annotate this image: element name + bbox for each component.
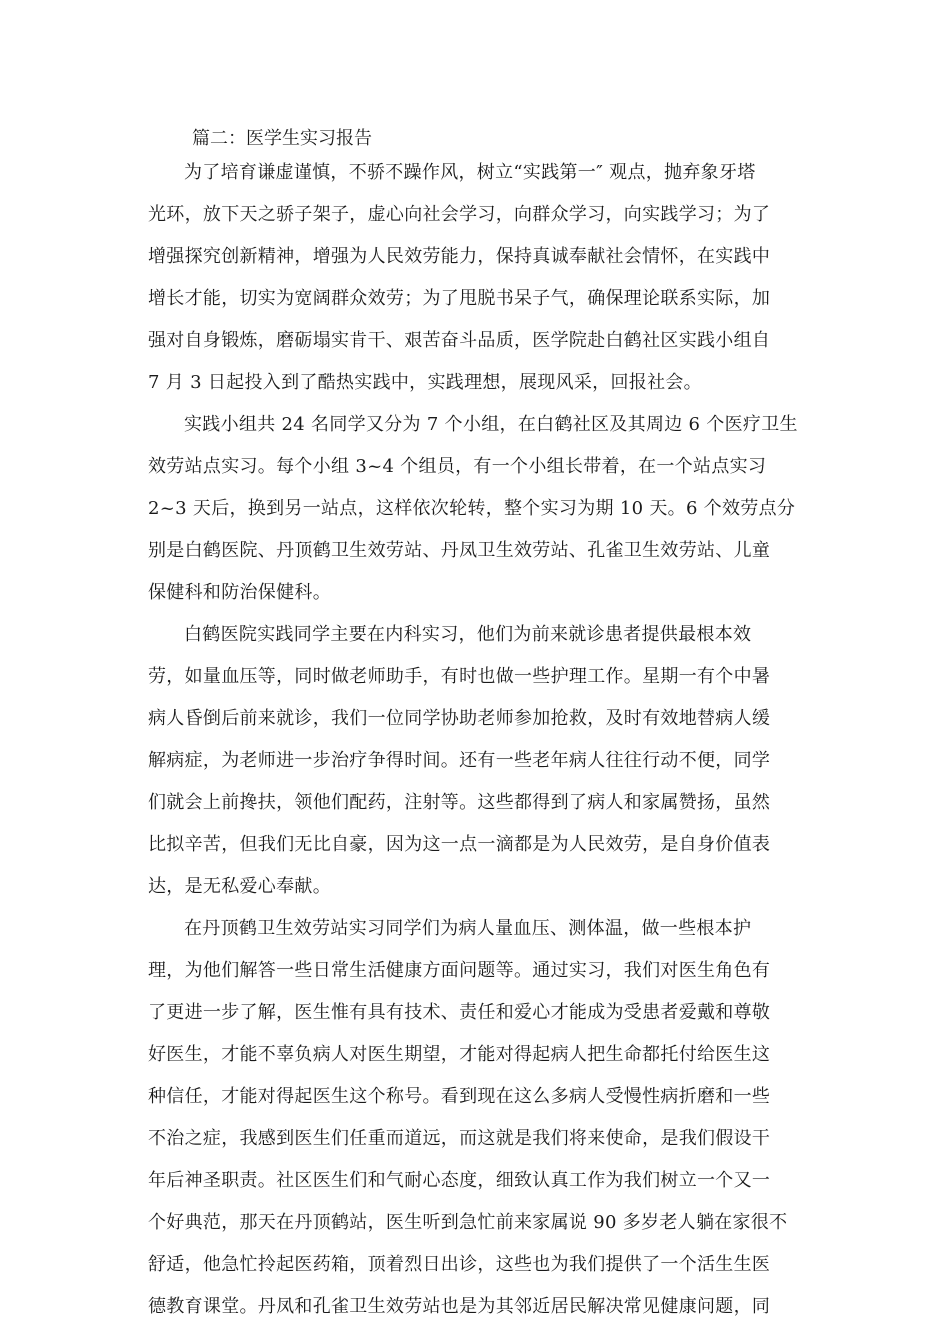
paragraph-line: 在丹顶鹤卫生效劳站实习同学们为病人量血压、测体温，做一些根本护 <box>184 918 752 939</box>
paragraph-line: 增强探究创新精神，增强为人民效劳能力，保持真诚奉献社会情怀，在实践中 <box>148 246 771 267</box>
paragraph-line: 不治之症，我感到医生们任重而道远，而这就是我们将来使命，是我们假设干 <box>148 1128 771 1149</box>
paragraph-line: 白鹤医院实践同学主要在内科实习，他们为前来就诊患者提供最根本效 <box>184 624 752 645</box>
paragraph-line: 效劳站点实习。每个小组 3~4 个组员，有一个小组长带着，在一个站点实习 <box>148 456 767 477</box>
paragraph-line: 7 月 3 日起投入到了酷热实践中，实践理想，展现风采，回报社会。 <box>148 372 702 393</box>
paragraph-line: 比拟辛苦，但我们无比自豪，因为这一点一滴都是为人民效劳，是自身价值表 <box>148 834 771 855</box>
paragraph-line: 达，是无私爱心奉献。 <box>148 876 331 897</box>
paragraph-line: 为了培育谦虚谨慎，不骄不躁作风，树立“实践第一″ 观点，抛弃象牙塔 <box>184 162 756 183</box>
paragraph-line: 病人昏倒后前来就诊，我们一位同学协助老师参加抢救，及时有效地替病人缓 <box>148 708 771 729</box>
paragraph-line: 强对自身锻炼，磨砺塌实肯干、艰苦奋斗品质，医学院赴白鹤社区实践小组自 <box>148 330 771 351</box>
paragraph-line: 别是白鹤医院、丹顶鹤卫生效劳站、丹凤卫生效劳站、孔雀卫生效劳站、儿童 <box>148 540 771 561</box>
paragraph-line: 劳，如量血压等，同时做老师助手，有时也做一些护理工作。星期一有个中暑 <box>148 666 771 687</box>
paragraph-line: 解病症，为老师进一步治疗争得时间。还有一些老年病人往往行动不便，同学 <box>148 750 771 771</box>
paragraph-line: 舒适，他急忙拎起医药箱，顶着烈日出诊，这些也为我们提供了一个活生生医 <box>148 1254 771 1275</box>
paragraph-line: 保健科和防治保健科。 <box>148 582 331 603</box>
paragraph-line: 个好典范，那天在丹顶鹤站，医生听到急忙前来家属说 90 多岁老人躺在家很不 <box>148 1212 788 1233</box>
paragraph-line: 了更进一步了解，医生惟有具有技术、责任和爱心才能成为受患者爱戴和尊敬 <box>148 1002 771 1023</box>
paragraph-line: 德教育课堂。丹凤和孔雀卫生效劳站也是为其邻近居民解决常见健康问题，同 <box>148 1296 771 1317</box>
paragraph-line: 好医生，才能不辜负病人对医生期望，才能对得起病人把生命都托付给医生这 <box>148 1044 771 1065</box>
paragraph-line: 增长才能，切实为宽阔群众效劳；为了甩脱书呆子气，确保理论联系实际，加 <box>148 288 771 309</box>
document-title: 篇二：医学生实习报告 <box>192 128 372 149</box>
paragraph-line: 年后神圣职责。社区医生们和气耐心态度，细致认真工作为我们树立一个又一 <box>148 1170 771 1191</box>
paragraph-line: 理，为他们解答一些日常生活健康方面问题等。通过实习，我们对医生角色有 <box>148 960 771 981</box>
paragraph-line: 们就会上前搀扶，领他们配药，注射等。这些都得到了病人和家属赞扬，虽然 <box>148 792 771 813</box>
paragraph-line: 光环，放下天之骄子架子，虚心向社会学习，向群众学习，向实践学习；为了 <box>148 204 771 225</box>
paragraph-line: 2~3 天后，换到另一站点，这样依次轮转，整个实习为期 10 天。6 个效劳点分 <box>148 498 796 519</box>
paragraph-line: 种信任，才能对得起医生这个称号。看到现在这么多病人受慢性病折磨和一些 <box>148 1086 771 1107</box>
paragraph-line: 实践小组共 24 名同学又分为 7 个小组，在白鹤社区及其周边 6 个医疗卫生 <box>184 414 798 435</box>
